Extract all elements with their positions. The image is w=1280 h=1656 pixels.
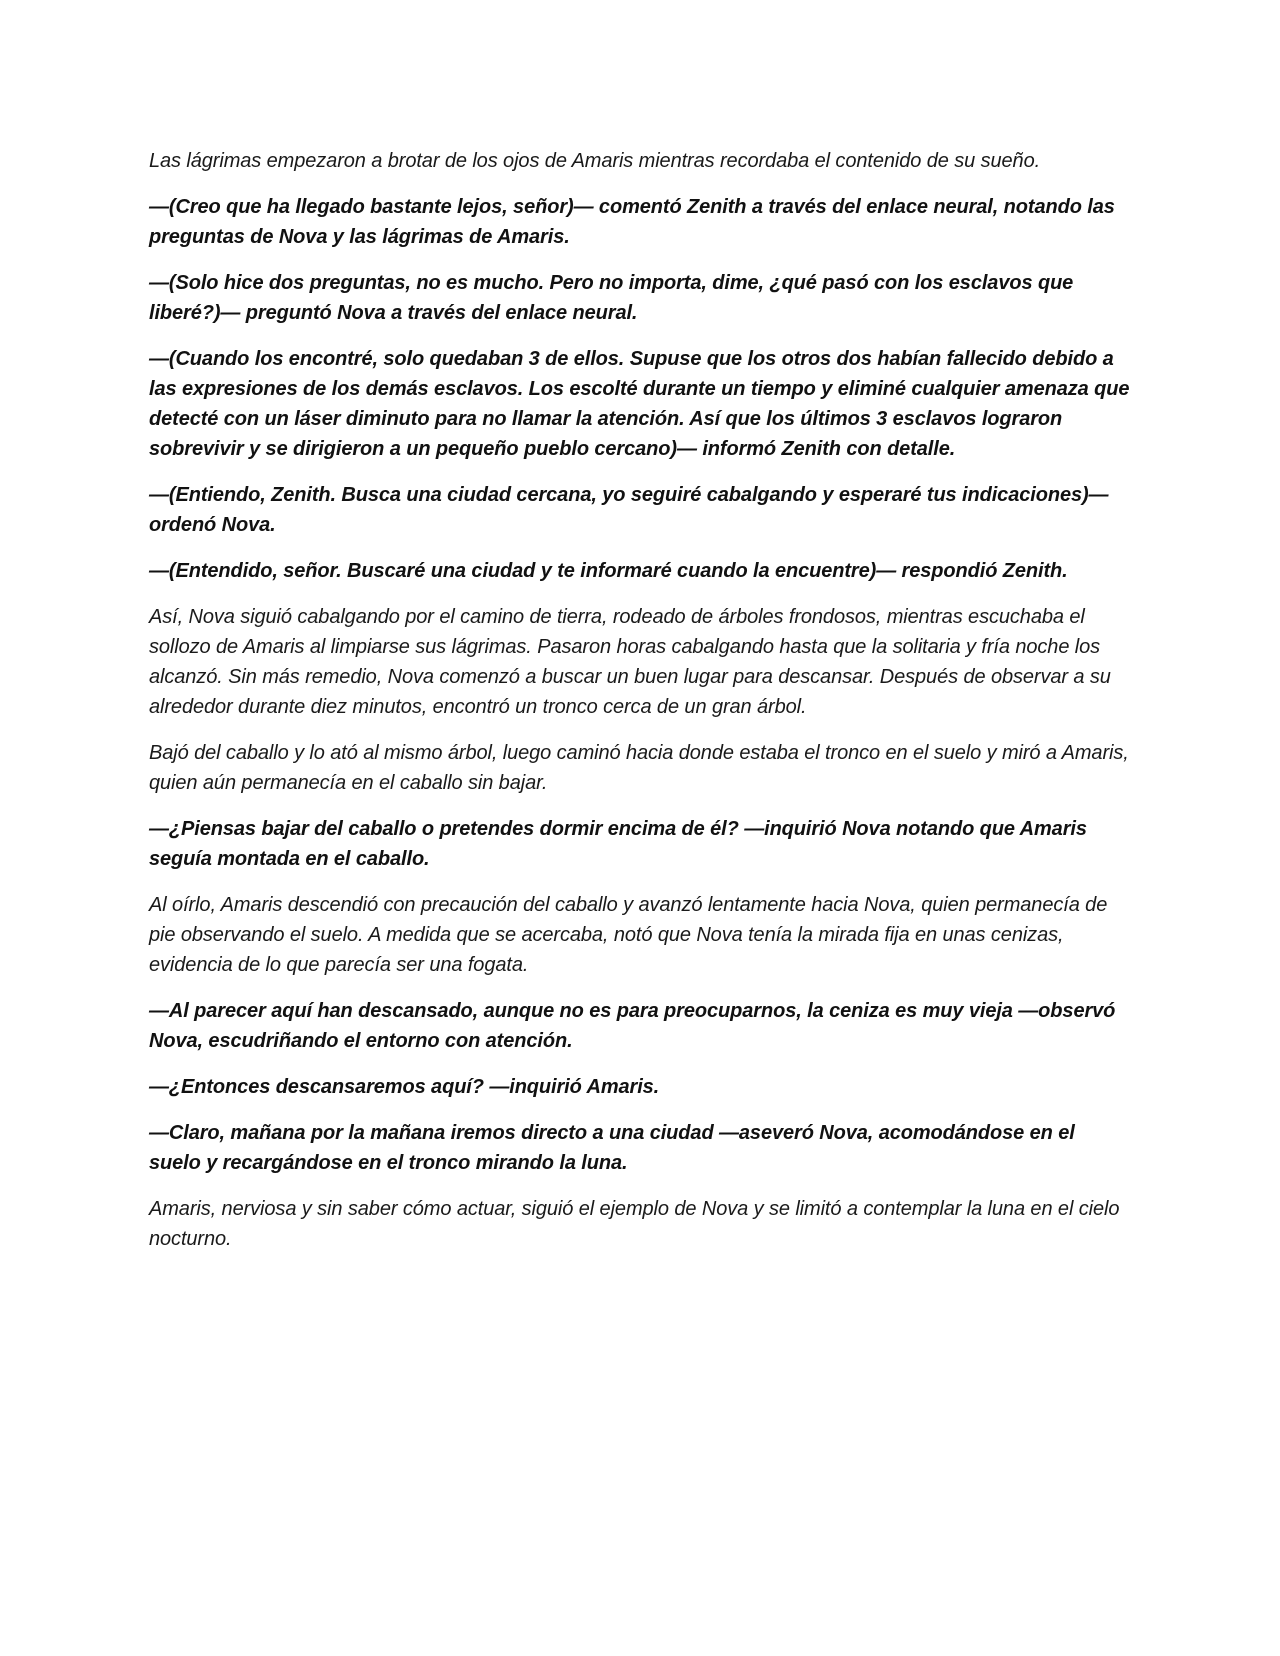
paragraph-narration: Así, Nova siguió cabalgando por el camino de tierra, rodeado de árboles frondosos, mientras escuchaba el sollozo de Amaris al limpiarse sus lágrimas. Pasaron horas cabalgando hasta que la solitaria y fría noche los alcanzó. Sin más remedio, Nova comenzó a buscar un buen lugar para descansar. Después de observar a su alrededor durante diez minutos, encontró un tronco cerca de un gran árbol. (149, 606, 1111, 718)
paragraph-dialogue: —(Solo hice dos preguntas, no es mucho. Pero no importa, dime, ¿qué pasó con los esclavos que liberé?)— preguntó Nova a través del enlace neural. (149, 272, 1074, 324)
paragraph-narration: Amaris, nerviosa y sin saber cómo actuar, siguió el ejemplo de Nova y se limitó a contemplar la luna en el cielo nocturno. (149, 1198, 1120, 1250)
paragraph-narration: Bajó del caballo y lo ató al mismo árbol, luego caminó hacia donde estaba el tronco en el suelo y miró a Amaris, quien aún permanecía en el caballo sin bajar. (149, 742, 1129, 794)
paragraph-dialogue: —¿Entonces descansaremos aquí? —inquirió Amaris. (149, 1076, 660, 1098)
paragraph-narration: Las lágrimas empezaron a brotar de los ojos de Amaris mientras recordaba el contenido de su sueño. (149, 150, 1041, 172)
paragraph-dialogue: —¿Piensas bajar del caballo o pretendes dormir encima de él? —inquirió Nova notando que Amaris seguía montada en el caballo. (149, 818, 1087, 870)
paragraph-narration: Al oírlo, Amaris descendió con precaución del caballo y avanzó lentamente hacia Nova, quien permanecía de pie observando el suelo. A medida que se acercaba, notó que Nova tenía la mirada fija en unas cenizas, evidencia de lo que parecía ser una fogata. (149, 894, 1108, 976)
paragraph-dialogue: —Claro, mañana por la mañana iremos directo a una ciudad —aseveró Nova, acomodándose en el suelo y recargándose en el tronco mirando la luna. (149, 1122, 1075, 1174)
paragraph-dialogue: —Al parecer aquí han descansado, aunque no es para preocuparnos, la ceniza es muy vieja —observó Nova, escudriñando el entorno con atención. (149, 1000, 1116, 1052)
document-page (149, 146, 1131, 1270)
paragraph-dialogue: —(Entiendo, Zenith. Busca una ciudad cercana, yo seguiré cabalgando y esperaré tus indicaciones)— ordenó Nova. (149, 484, 1109, 536)
paragraph-dialogue: —(Entendido, señor. Buscaré una ciudad y te informaré cuando la encuentre)— respondió Zenith. (149, 560, 1068, 582)
paragraph-dialogue: —(Creo que ha llegado bastante lejos, señor)— comentó Zenith a través del enlace neural, notando las preguntas de Nova y las lágrimas de Amaris. (149, 196, 1115, 248)
paragraph-dialogue: —(Cuando los encontré, solo quedaban 3 de ellos. Supuse que los otros dos habían fallecido debido a las expresiones de los demás esclavos. Los escolté durante un tiempo y eliminé cualquier amenaza que detecté con un láser diminuto para no llamar la atención. Así que los últimos 3 esclavos lograron sobrevivir y se dirigieron a un pequeño pueblo cercano)— informó Zenith con detalle. (149, 348, 1130, 460)
